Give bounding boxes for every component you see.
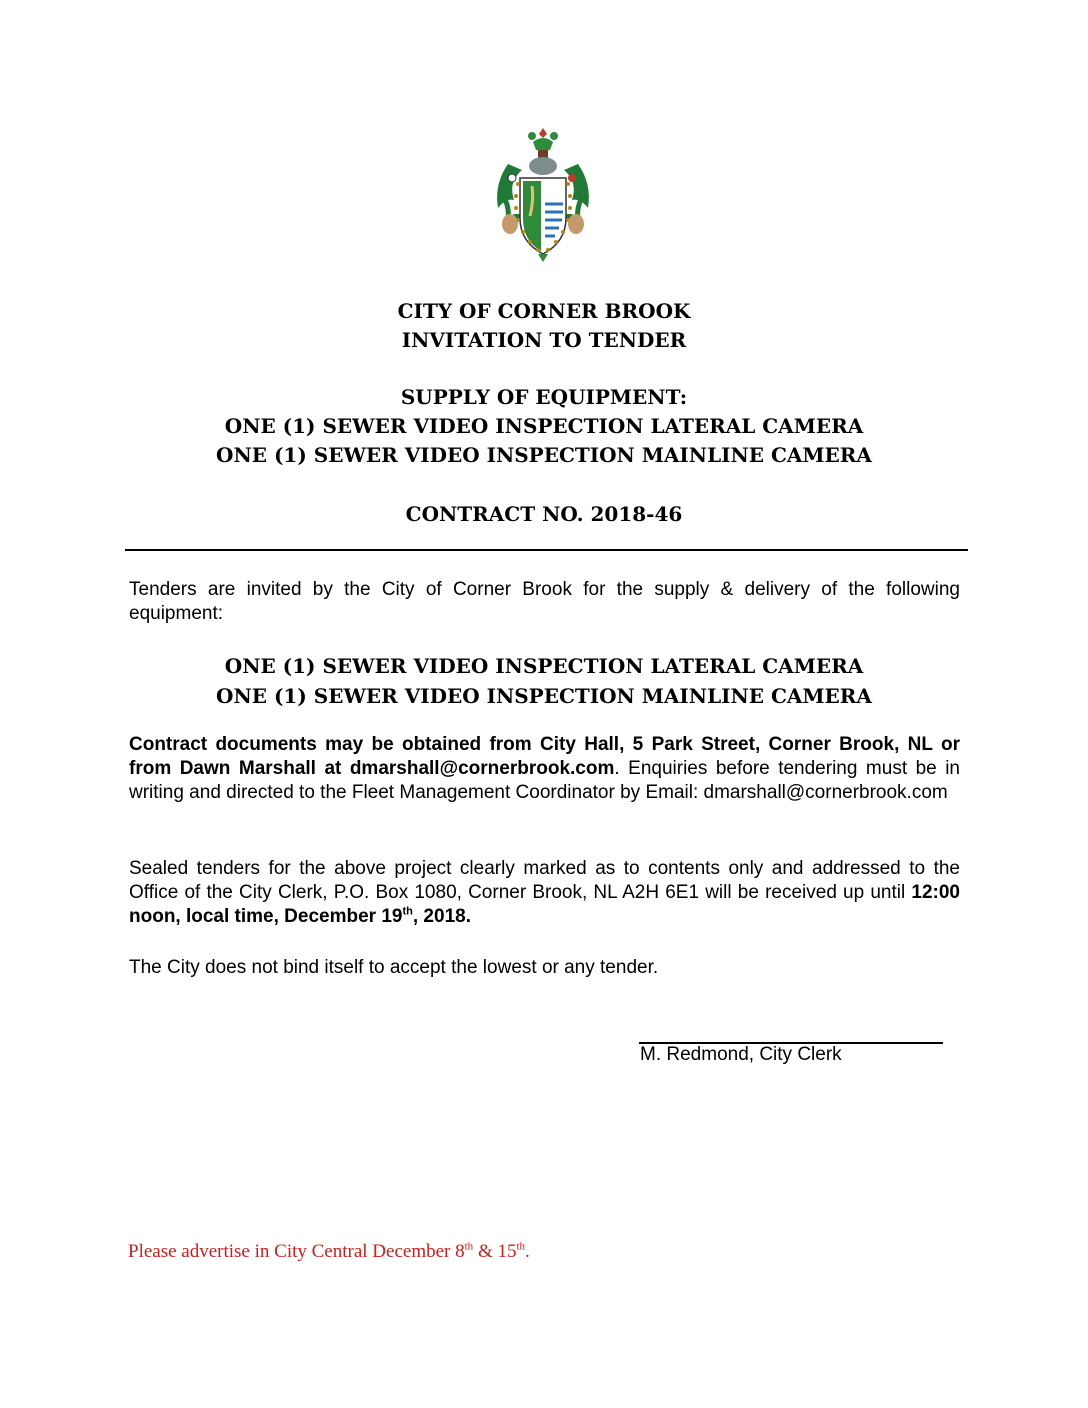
deadline-date: 12:00 noon, local time, December 19 (129, 882, 960, 927)
enquiries-text: . Enquiries before tendering must be in writing and directed to the Fleet Management Coordinator by Email: dmarshall@cornerbrook.com (129, 758, 960, 803)
signatory-name: M. Redmond, City Clerk (640, 1044, 842, 1065)
note-text-c: . (525, 1241, 530, 1262)
document-title: INVITATION TO TENDER (401, 328, 687, 352)
note-text-b: & 15 (473, 1241, 517, 1262)
city-name: CITY OF CORNER BROOK (397, 299, 691, 323)
intro-paragraph: Tenders are invited by the City of Corner Brook for the supply & delivery of the following equipment: (129, 579, 960, 624)
deadline-suffix: th (402, 905, 413, 918)
note-suffix-2: th (516, 1240, 526, 1253)
deadline-year: , 2018. (412, 906, 471, 927)
heading-item-lateral: ONE (1) SEWER VIDEO INSPECTION LATERAL CAMERA (224, 414, 864, 438)
note-text-a: Please advertise in City Central December 8 (128, 1241, 465, 1262)
advertising-note (128, 1241, 530, 1263)
divider (125, 549, 968, 551)
contract-number: CONTRACT NO. 2018-46 (405, 502, 683, 526)
heading-item-mainline: ONE (1) SEWER VIDEO INSPECTION MAINLINE CAMERA (216, 443, 872, 467)
note-suffix-1: th (464, 1240, 474, 1253)
disclaimer-paragraph: The City does not bind itself to accept the lowest or any tender. (129, 957, 659, 978)
list-item-mainline: ONE (1) SEWER VIDEO INSPECTION MAINLINE CAMERA (216, 684, 872, 708)
documents-paragraph (129, 733, 960, 805)
list-item-lateral: ONE (1) SEWER VIDEO INSPECTION LATERAL CAMERA (224, 654, 864, 678)
sealed-tenders-paragraph (129, 857, 960, 929)
city-coat-of-arms-icon (488, 124, 598, 266)
equipment-list (130, 651, 958, 711)
documents-location-text: Contract documents may be obtained from City Hall, 5 Park Street, Corner Brook, NL or from Dawn Marshall at dmarshall@cornerbrook.com (129, 734, 960, 779)
sealed-tenders-text: Sealed tenders for the above project clearly marked as to contents only and addressed to the Office of the City Clerk, P.O. Box 1080, Corner Brook, NL A2H 6E1 will be received up until (129, 858, 960, 903)
supply-heading-block (130, 383, 958, 470)
supply-title: SUPPLY OF EQUIPMENT: (400, 385, 688, 409)
title-block (130, 297, 958, 355)
